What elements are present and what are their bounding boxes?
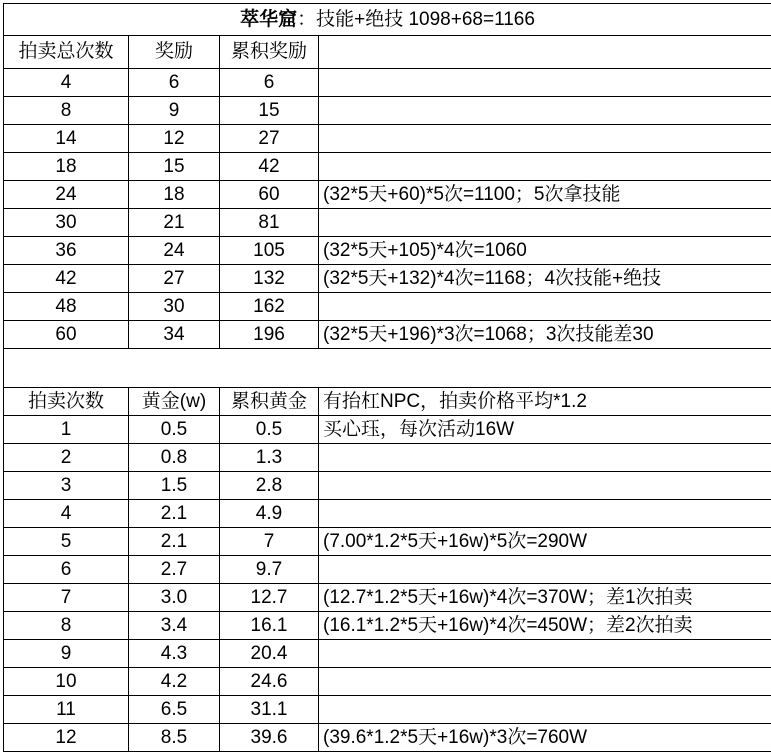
cell[interactable] bbox=[319, 556, 771, 584]
cell[interactable]: 30 bbox=[4, 209, 129, 237]
title-rest: ：技能+绝技 1098+68=1166 bbox=[297, 8, 535, 30]
cell[interactable]: 0.5 bbox=[129, 416, 220, 444]
cell[interactable]: 3 bbox=[4, 472, 129, 500]
table2-row bbox=[4, 556, 771, 584]
cell[interactable]: 162 bbox=[220, 293, 319, 321]
cell[interactable]: 0.8 bbox=[129, 444, 220, 472]
table2-row bbox=[4, 444, 771, 472]
cell[interactable]: 12 bbox=[4, 724, 129, 752]
empty-cell[interactable] bbox=[129, 349, 220, 388]
table1-row bbox=[4, 321, 771, 349]
cell[interactable]: 27 bbox=[129, 265, 220, 293]
cell[interactable]: 5 bbox=[4, 528, 129, 556]
cell[interactable]: 48 bbox=[4, 293, 129, 321]
cell[interactable]: 拍卖次数 bbox=[4, 388, 129, 416]
table2-header-row bbox=[4, 388, 771, 416]
cell[interactable] bbox=[319, 125, 771, 153]
cell[interactable]: 3.4 bbox=[129, 612, 220, 640]
cell[interactable]: 2.1 bbox=[129, 528, 220, 556]
title-row bbox=[4, 4, 771, 36]
sheet-body bbox=[4, 4, 771, 752]
empty-cell[interactable] bbox=[220, 349, 319, 388]
cell[interactable]: 8 bbox=[4, 97, 129, 125]
table1-row bbox=[4, 293, 771, 321]
cell[interactable] bbox=[319, 36, 771, 69]
cell[interactable]: 累积奖励 bbox=[220, 36, 319, 69]
cell[interactable]: 4 bbox=[4, 500, 129, 528]
cell[interactable]: 16.1 bbox=[220, 612, 319, 640]
cell[interactable]: 12.7 bbox=[220, 584, 319, 612]
title-cell[interactable] bbox=[4, 4, 771, 36]
cell[interactable]: 30 bbox=[129, 293, 220, 321]
cell[interactable] bbox=[319, 293, 771, 321]
cell[interactable]: 60 bbox=[220, 181, 319, 209]
cell[interactable]: 1.3 bbox=[220, 444, 319, 472]
table2-row bbox=[4, 668, 771, 696]
spreadsheet bbox=[3, 3, 771, 752]
cell[interactable]: (16.1*1.2*5天+16w)*4次=450W；差2次拍卖 bbox=[319, 612, 771, 640]
table1-row bbox=[4, 209, 771, 237]
cell[interactable]: 4 bbox=[4, 69, 129, 97]
empty-cell[interactable] bbox=[4, 349, 129, 388]
table1-row bbox=[4, 125, 771, 153]
cell[interactable]: 6.5 bbox=[129, 696, 220, 724]
cell[interactable]: 42 bbox=[220, 153, 319, 181]
cell[interactable]: 15 bbox=[220, 97, 319, 125]
cell[interactable]: (32*5天+60)*5次=1100；5次拿技能 bbox=[319, 181, 771, 209]
cell[interactable]: 10 bbox=[4, 668, 129, 696]
cell[interactable]: 36 bbox=[4, 237, 129, 265]
blank-row bbox=[4, 349, 771, 388]
cell[interactable]: 15 bbox=[129, 153, 220, 181]
cell[interactable]: 2 bbox=[4, 444, 129, 472]
cell[interactable]: 9 bbox=[4, 640, 129, 668]
cell[interactable]: 2.7 bbox=[129, 556, 220, 584]
table1-row bbox=[4, 265, 771, 293]
table1-row bbox=[4, 237, 771, 265]
cell[interactable]: 21 bbox=[129, 209, 220, 237]
cell[interactable]: (12.7*1.2*5天+16w)*4次=370W；差1次拍卖 bbox=[319, 584, 771, 612]
cell[interactable]: 1.5 bbox=[129, 472, 220, 500]
empty-cell[interactable] bbox=[319, 349, 771, 388]
cell[interactable]: 132 bbox=[220, 265, 319, 293]
cell[interactable]: 4.3 bbox=[129, 640, 220, 668]
cell[interactable]: 24 bbox=[4, 181, 129, 209]
title-bold: 萃华窟 bbox=[240, 8, 298, 30]
cell[interactable]: 8.5 bbox=[129, 724, 220, 752]
cell[interactable]: 42 bbox=[4, 265, 129, 293]
cell[interactable] bbox=[319, 640, 771, 668]
cell[interactable]: 0.5 bbox=[220, 416, 319, 444]
cell[interactable]: (32*5天+196)*3次=1068；3次技能差30 bbox=[319, 321, 771, 349]
cell[interactable]: (39.6*1.2*5天+16w)*3次=760W bbox=[319, 724, 771, 752]
cell[interactable]: 奖励 bbox=[129, 36, 220, 69]
table2-row bbox=[4, 612, 771, 640]
table1-row bbox=[4, 181, 771, 209]
cell[interactable]: 18 bbox=[4, 153, 129, 181]
cell[interactable]: 2.8 bbox=[220, 472, 319, 500]
cell[interactable]: 4.9 bbox=[220, 500, 319, 528]
table2-row bbox=[4, 500, 771, 528]
cell[interactable]: 6 bbox=[4, 556, 129, 584]
cell[interactable]: 12 bbox=[129, 125, 220, 153]
cell[interactable]: 60 bbox=[4, 321, 129, 349]
table2-row bbox=[4, 724, 771, 752]
table2-row bbox=[4, 528, 771, 556]
cell[interactable]: 39.6 bbox=[220, 724, 319, 752]
table2-row bbox=[4, 472, 771, 500]
cell[interactable] bbox=[319, 668, 771, 696]
cell[interactable]: 拍卖总次数 bbox=[4, 36, 129, 69]
cell[interactable]: 11 bbox=[4, 696, 129, 724]
cell[interactable]: 20.4 bbox=[220, 640, 319, 668]
table1-header-row bbox=[4, 36, 771, 69]
table1-row bbox=[4, 69, 771, 97]
cell[interactable]: 24.6 bbox=[220, 668, 319, 696]
table1-row bbox=[4, 97, 771, 125]
cell[interactable]: 81 bbox=[220, 209, 319, 237]
cell[interactable]: 9.7 bbox=[220, 556, 319, 584]
cell[interactable]: 27 bbox=[220, 125, 319, 153]
cell[interactable] bbox=[319, 472, 771, 500]
cell[interactable]: 105 bbox=[220, 237, 319, 265]
cell[interactable] bbox=[319, 696, 771, 724]
cell[interactable]: 8 bbox=[4, 612, 129, 640]
cell[interactable]: (7.00*1.2*5天+16w)*5次=290W bbox=[319, 528, 771, 556]
table2-row bbox=[4, 640, 771, 668]
table1-row bbox=[4, 153, 771, 181]
cell[interactable]: 24 bbox=[129, 237, 220, 265]
cell[interactable]: 7 bbox=[4, 584, 129, 612]
table2-row bbox=[4, 584, 771, 612]
table2-row bbox=[4, 696, 771, 724]
cell[interactable] bbox=[319, 153, 771, 181]
cell[interactable] bbox=[319, 69, 771, 97]
cell[interactable] bbox=[319, 97, 771, 125]
cell[interactable] bbox=[319, 209, 771, 237]
cell[interactable]: 6 bbox=[220, 69, 319, 97]
table2-row bbox=[4, 416, 771, 444]
cell[interactable]: 14 bbox=[4, 125, 129, 153]
cell[interactable]: 4.2 bbox=[129, 668, 220, 696]
cell[interactable]: 买心珏，每次活动16W bbox=[319, 416, 771, 444]
cell[interactable]: 34 bbox=[129, 321, 220, 349]
cell[interactable]: 9 bbox=[129, 97, 220, 125]
cell[interactable]: 有抬杠NPC，拍卖价格平均*1.2 bbox=[319, 388, 771, 416]
cell[interactable]: 196 bbox=[220, 321, 319, 349]
cell[interactable]: 6 bbox=[129, 69, 220, 97]
cell[interactable]: 7 bbox=[220, 528, 319, 556]
cell[interactable]: 3.0 bbox=[129, 584, 220, 612]
cell[interactable]: (32*5天+105)*4次=1060 bbox=[319, 237, 771, 265]
cell[interactable]: 黄金(w) bbox=[129, 388, 220, 416]
cell[interactable]: 累积黄金 bbox=[220, 388, 319, 416]
cell[interactable] bbox=[319, 500, 771, 528]
cell[interactable]: 31.1 bbox=[220, 696, 319, 724]
cell[interactable]: 18 bbox=[129, 181, 220, 209]
cell[interactable]: (32*5天+132)*4次=1168；4次技能+绝技 bbox=[319, 265, 771, 293]
cell[interactable]: 2.1 bbox=[129, 500, 220, 528]
cell[interactable] bbox=[319, 444, 771, 472]
cell[interactable]: 1 bbox=[4, 416, 129, 444]
